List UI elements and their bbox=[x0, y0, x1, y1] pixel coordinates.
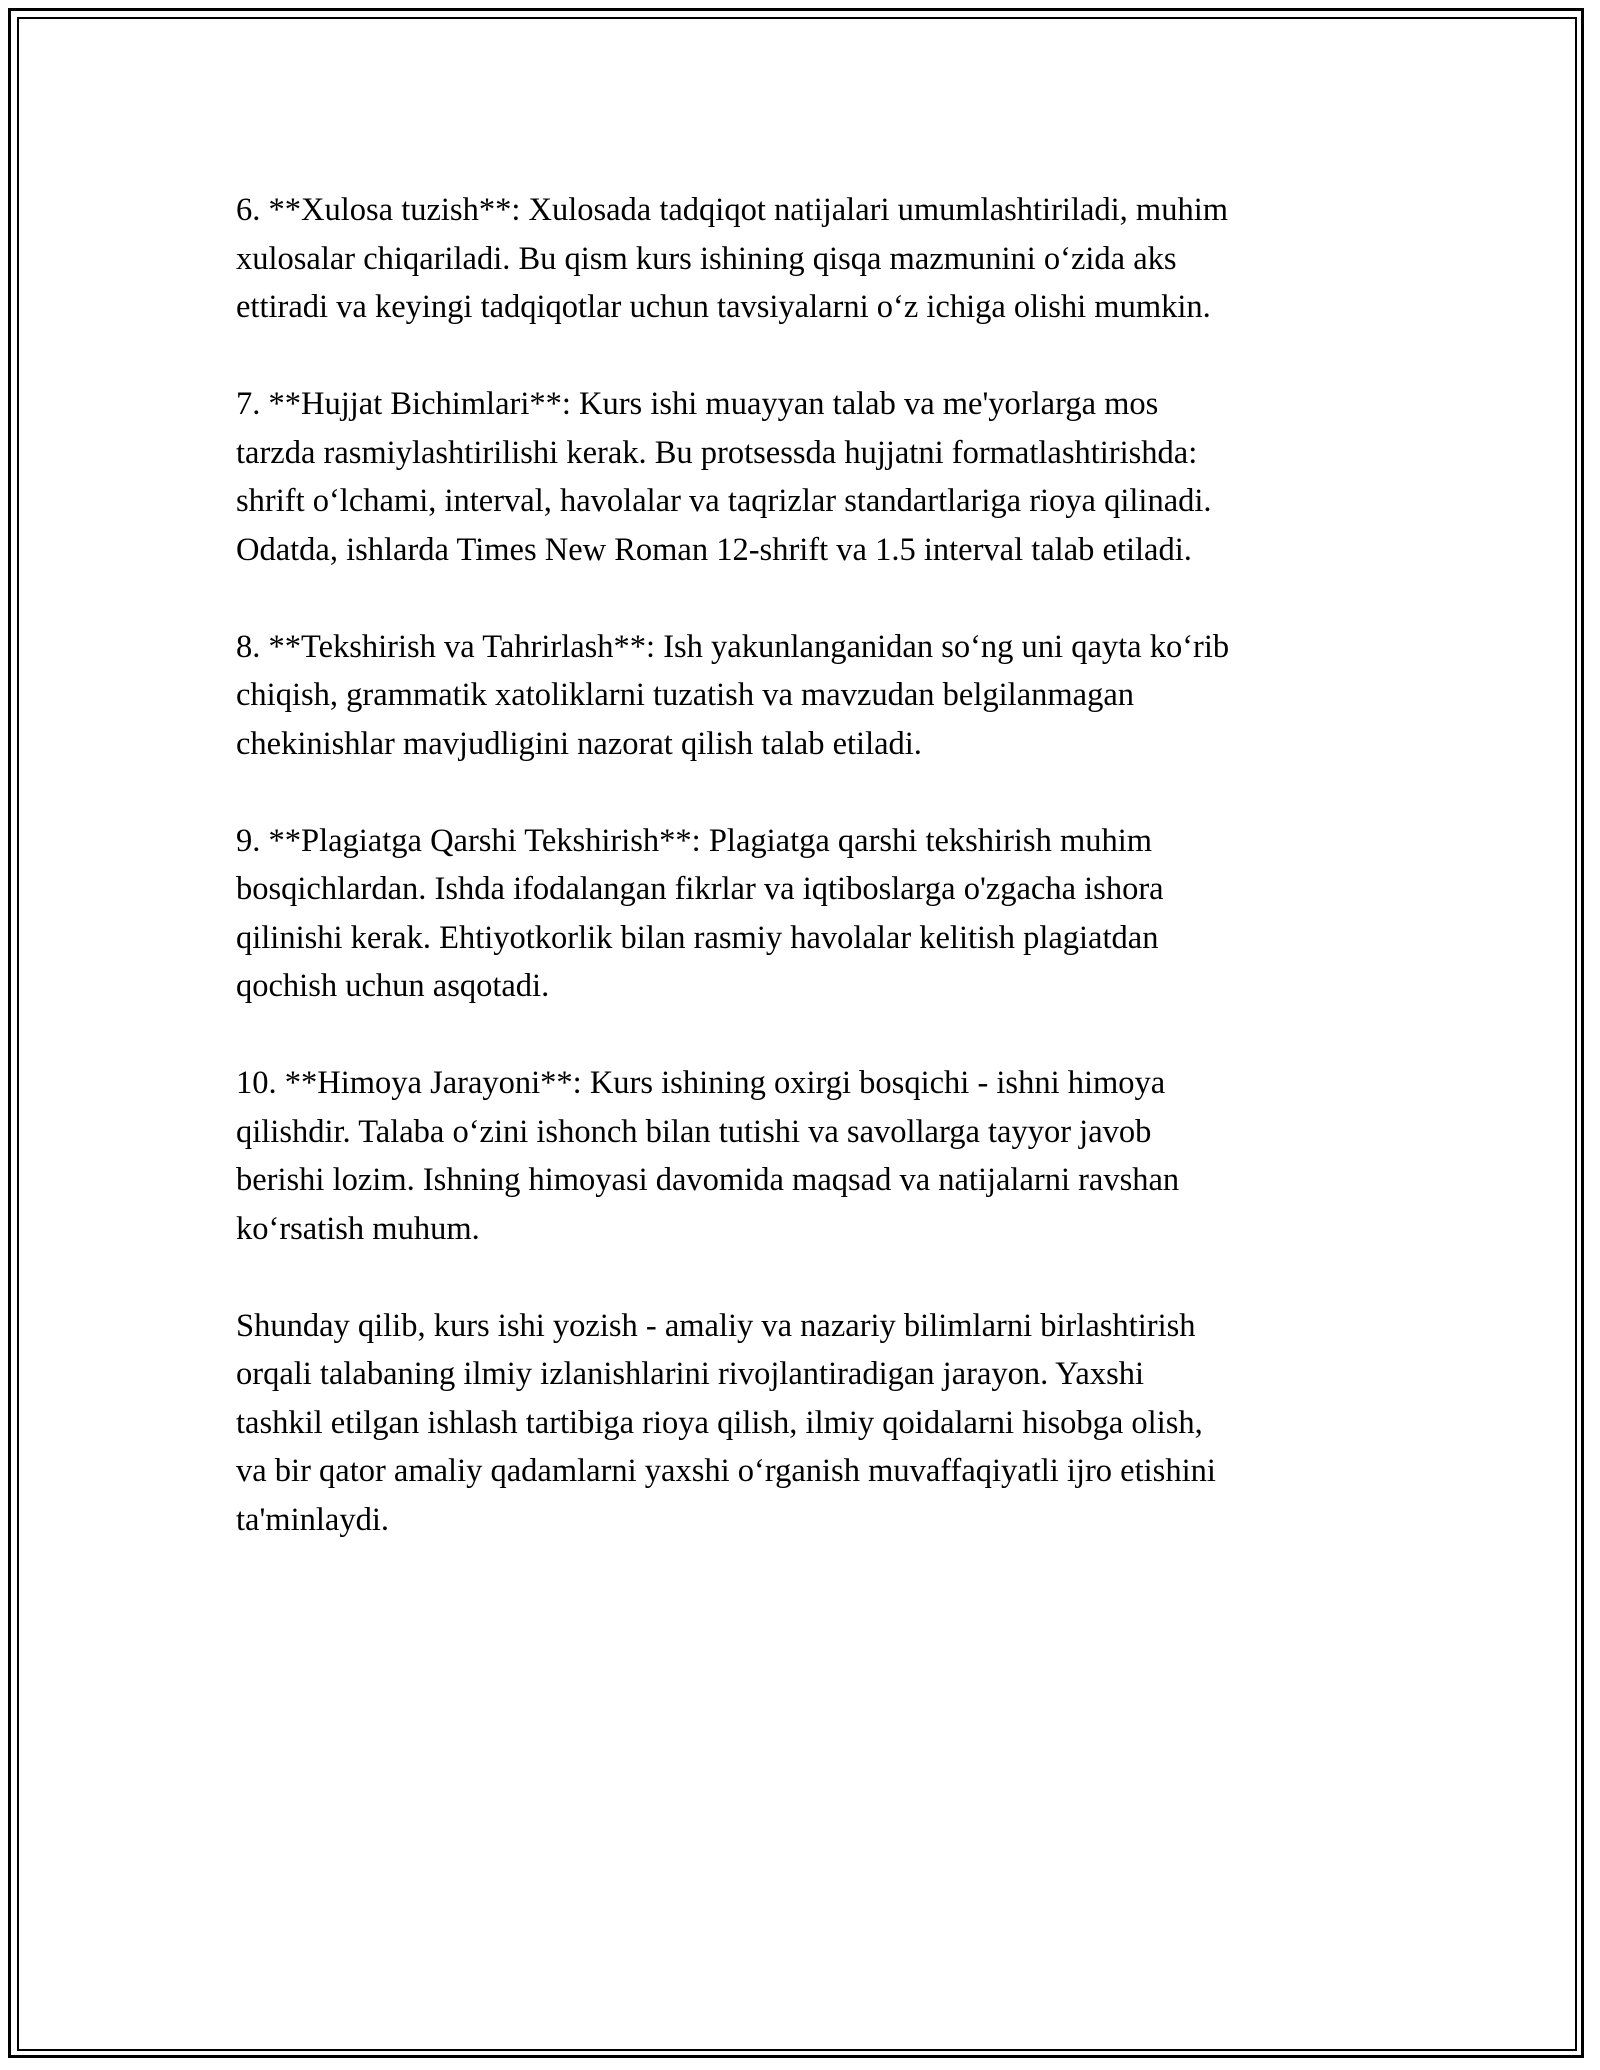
paragraph-summary bbox=[236, 1302, 1386, 1545]
text-line: xulosalar chiqariladi. Bu qism kurs ishining qisqa mazmunini oʻzida aks bbox=[236, 240, 1177, 277]
text-line: 9. **Plagiatga Qarshi Tekshirish**: Plagiatga qarshi tekshirish muhim bbox=[236, 822, 1153, 859]
text-line: 10. **Himoya Jarayoni**: Kurs ishining oxirgi bosqichi - ishni himoya bbox=[236, 1065, 1166, 1101]
paragraph-plagiarism-check bbox=[236, 817, 1386, 1011]
text-line: Shunday qilib, kurs ishi yozish - amaliy va nazariy bilimlarni birlashtirish bbox=[236, 1307, 1196, 1344]
text-line: 6. **Xulosa tuzish**: Xulosada tadqiqot natijalari umumlashtiriladi, muhim bbox=[236, 192, 1229, 228]
text-line: chiqish, grammatik xatoliklarni tuzatish va mavzudan belgilanmagan bbox=[236, 677, 1135, 713]
text-line: tarzda rasmiylashtirilishi kerak. Bu protsessda hujjatni formatlashtirishda: bbox=[236, 434, 1198, 471]
text-line: ta'minlaydi. bbox=[236, 1501, 389, 1538]
paragraph-document-format bbox=[236, 380, 1386, 574]
text-line: tashkil etilgan ishlash tartibiga rioya qilish, ilmiy qoidalarni hisobga olish, bbox=[236, 1404, 1203, 1441]
text-line: ettiradi va keyingi tadqiqotlar uchun tavsiyalarni oʻz ichiga olishi mumkin. bbox=[236, 289, 1211, 325]
text-line: orqali talabaning ilmiy izlanishlarini rivojlantiradigan jarayon. Yaxshi bbox=[236, 1356, 1145, 1392]
text-line: va bir qator amaliy qadamlarni yaxshi oʻrganish muvaffaqiyatli ijro etishini bbox=[236, 1453, 1216, 1489]
text-line: berishi lozim. Ishning himoyasi davomida maqsad va natijalarni ravshan bbox=[236, 1162, 1180, 1198]
text-line: qilinishi kerak. Ehtiyotkorlik bilan rasmiy havolalar kelitish plagiatdan bbox=[236, 919, 1159, 956]
text-line: qochish uchun asqotadi. bbox=[236, 968, 550, 1004]
text-line: chekinishlar mavjudligini nazorat qilish talab etiladi. bbox=[236, 725, 922, 762]
text-line: shrift oʻlchami, interval, havolalar va taqrizlar standartlariga rioya qilinadi. bbox=[236, 483, 1212, 519]
text-line: 7. **Hujjat Bichimlari**: Kurs ishi muayyan talab va me'yorlarga mos bbox=[236, 386, 1159, 422]
text-line: 8. **Tekshirish va Tahrirlash**: Ish yakunlanganidan soʻng uni qayta koʻrib bbox=[236, 628, 1230, 665]
paragraph-defense-process bbox=[236, 1059, 1386, 1253]
text-line: bosqichlardan. Ishda ifodalangan fikrlar va iqtiboslarga o'zgacha ishora bbox=[236, 871, 1164, 907]
paragraph-conclusion bbox=[236, 186, 1386, 332]
text-line: Odatda, ishlarda Times New Roman 12-shrift va 1.5 interval talab etiladi. bbox=[236, 531, 1192, 568]
text-line: qilishdir. Talaba oʻzini ishonch bilan tutishi va savollarga tayyor javob bbox=[236, 1113, 1152, 1150]
paragraph-review-editing bbox=[236, 623, 1386, 769]
text-line: koʻrsatish muhum. bbox=[236, 1210, 480, 1247]
document-body bbox=[236, 186, 1386, 1593]
